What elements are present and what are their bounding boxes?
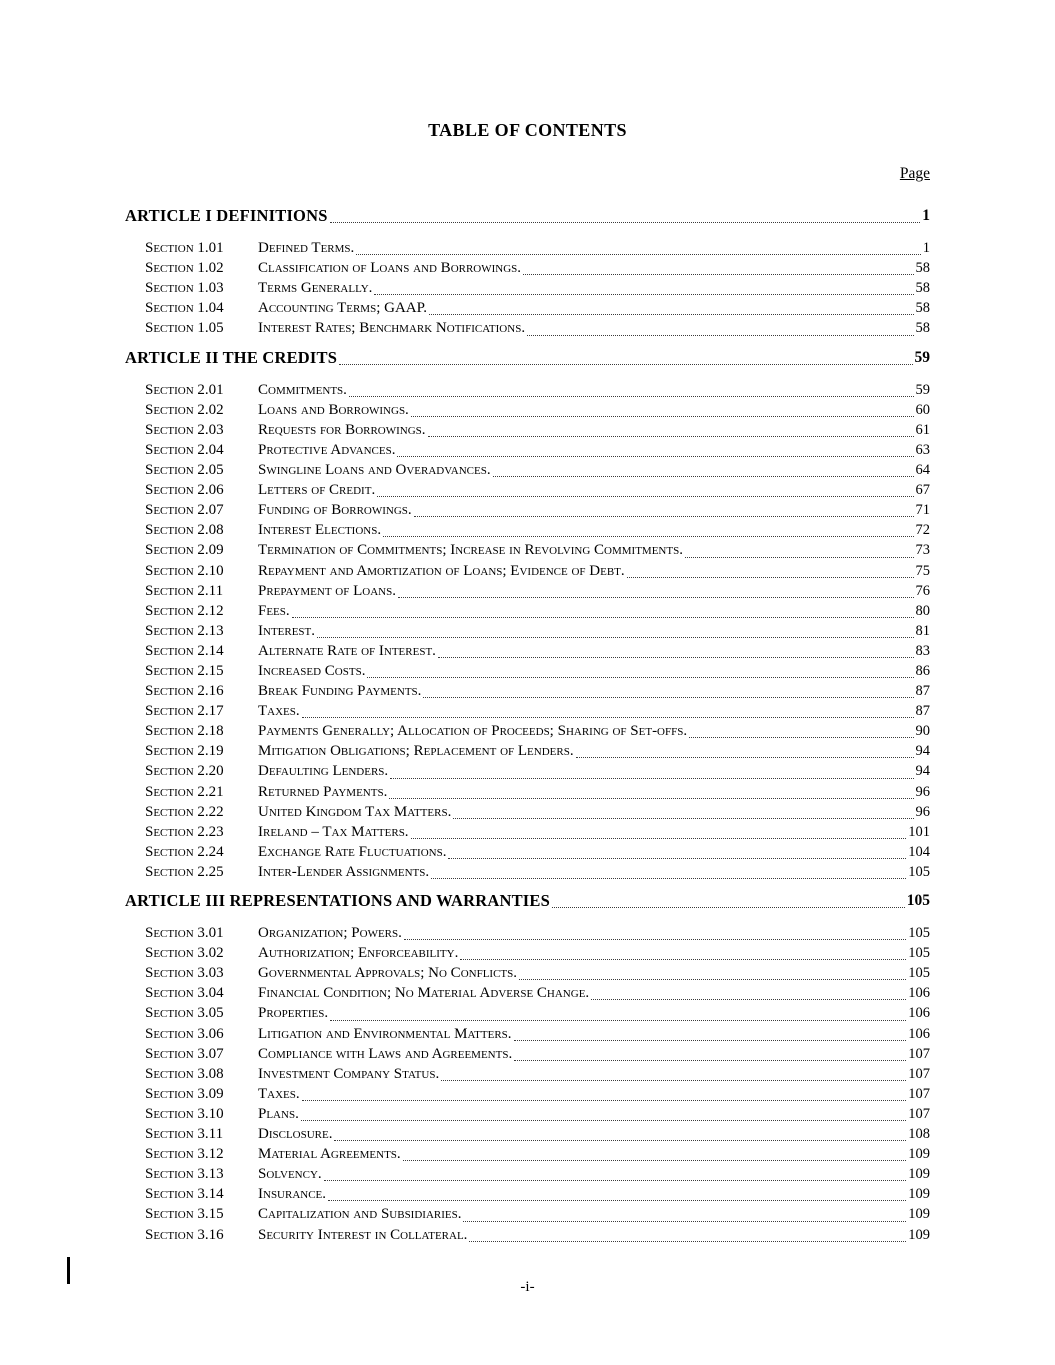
section-page-number: 109 bbox=[908, 1226, 930, 1243]
dot-leader bbox=[328, 1184, 906, 1201]
toc-entry-row bbox=[125, 1225, 930, 1245]
section-page-number: 105 bbox=[908, 965, 930, 982]
dot-leader bbox=[453, 802, 913, 819]
section-number: Section 2.19 bbox=[145, 743, 224, 760]
section-page-number: 87 bbox=[915, 683, 930, 700]
section-title: Material Agreements. bbox=[258, 1146, 401, 1163]
toc-entry-row bbox=[125, 520, 930, 540]
document-title: TABLE OF CONTENTS bbox=[428, 120, 627, 140]
toc-entry-row bbox=[125, 943, 930, 963]
section-number: Section 2.06 bbox=[145, 482, 224, 499]
toc-entry-row bbox=[125, 721, 930, 741]
section-page-number: 104 bbox=[908, 843, 930, 860]
toc-entry-row bbox=[125, 661, 930, 681]
section-title: Disclosure. bbox=[258, 1126, 333, 1143]
toc-entry-row bbox=[125, 842, 930, 862]
section-number: Section 2.17 bbox=[145, 703, 224, 720]
toc-entry-row bbox=[125, 1084, 930, 1104]
dot-leader bbox=[374, 278, 913, 295]
toc-entry-row bbox=[125, 1124, 930, 1144]
toc-entry-row bbox=[125, 681, 930, 701]
dot-leader bbox=[403, 1144, 907, 1161]
section-number: Section 2.24 bbox=[145, 843, 224, 860]
section-page-number: 109 bbox=[908, 1206, 930, 1223]
section-title: Litigation and Environmental Matters. bbox=[258, 1025, 512, 1042]
dot-leader bbox=[324, 1164, 907, 1181]
section-page-number: 63 bbox=[915, 441, 930, 458]
dot-leader bbox=[398, 581, 914, 598]
section-number: Section 3.06 bbox=[145, 1025, 224, 1042]
section-title: Capitalization and Subsidiaries. bbox=[258, 1206, 462, 1223]
article-title: ARTICLE II THE CREDITS bbox=[125, 347, 338, 367]
toc-article-block bbox=[125, 891, 930, 1245]
section-number: Section 2.09 bbox=[145, 542, 224, 559]
dot-leader bbox=[448, 842, 906, 859]
dot-leader bbox=[519, 963, 906, 980]
section-page-number: 87 bbox=[915, 703, 930, 720]
article-page-number: 59 bbox=[914, 348, 930, 366]
dot-leader bbox=[414, 500, 914, 517]
section-page-number: 58 bbox=[915, 280, 930, 297]
section-title: United Kingdom Tax Matters. bbox=[258, 803, 452, 820]
section-page-number: 80 bbox=[915, 602, 930, 619]
footer-page-number: -i- bbox=[520, 1278, 535, 1295]
revision-change-bar bbox=[67, 1257, 70, 1284]
section-page-number: 61 bbox=[915, 421, 930, 438]
section-page-number: 1 bbox=[922, 240, 930, 257]
section-page-number: 105 bbox=[908, 945, 930, 962]
section-title: Requests for Borrowings. bbox=[258, 421, 426, 438]
toc-entry-row bbox=[125, 440, 930, 460]
article-page-number: 105 bbox=[906, 892, 930, 909]
toc-entry-row bbox=[125, 298, 930, 318]
toc-entry-row bbox=[125, 561, 930, 581]
dot-leader bbox=[317, 621, 913, 638]
dot-leader bbox=[523, 258, 913, 275]
section-title: Authorization; Enforceability. bbox=[258, 945, 459, 962]
dot-leader bbox=[527, 318, 913, 335]
toc-entry-row bbox=[125, 1164, 930, 1184]
section-title: Ireland – Tax Matters. bbox=[258, 823, 409, 840]
toc-section-list bbox=[125, 923, 930, 1245]
toc-entry-row bbox=[125, 983, 930, 1003]
section-number: Section 3.12 bbox=[145, 1146, 224, 1163]
section-title: Break Funding Payments. bbox=[258, 683, 422, 700]
dot-leader bbox=[591, 983, 906, 1000]
toc-entry-row bbox=[125, 1204, 930, 1224]
section-title: Interest Elections. bbox=[258, 522, 382, 539]
section-page-number: 105 bbox=[908, 925, 930, 942]
section-title: Terms Generally. bbox=[258, 280, 373, 297]
toc-entry-row bbox=[125, 802, 930, 822]
section-page-number: 58 bbox=[915, 300, 930, 317]
section-page-number: 58 bbox=[915, 320, 930, 337]
dot-leader bbox=[460, 943, 906, 960]
section-number: Section 2.18 bbox=[145, 723, 224, 740]
toc-section-list bbox=[125, 380, 930, 882]
toc-entry-row bbox=[125, 460, 930, 480]
dot-leader bbox=[493, 460, 914, 477]
section-number: Section 3.07 bbox=[145, 1045, 224, 1062]
toc-article-block bbox=[125, 206, 930, 339]
dot-leader bbox=[463, 1204, 906, 1221]
section-title: Returned Payments. bbox=[258, 783, 388, 800]
section-page-number: 109 bbox=[908, 1166, 930, 1183]
section-number: Section 1.04 bbox=[145, 300, 224, 317]
section-number: Section 2.08 bbox=[145, 522, 224, 539]
section-number: Section 3.14 bbox=[145, 1186, 224, 1203]
toc-entry-row bbox=[125, 581, 930, 601]
section-page-number: 94 bbox=[915, 763, 930, 780]
dot-leader bbox=[301, 1104, 906, 1121]
section-title: Defaulting Lenders. bbox=[258, 763, 389, 780]
section-title: Taxes. bbox=[258, 1085, 300, 1102]
toc-entry-row bbox=[125, 500, 930, 520]
article-page-number: 1 bbox=[922, 207, 930, 224]
section-title: Plans. bbox=[258, 1105, 299, 1122]
toc-entry-row bbox=[125, 238, 930, 258]
section-title: Repayment and Amortization of Loans; Evidence of Debt. bbox=[258, 562, 625, 579]
toc-entry-row bbox=[125, 1104, 930, 1124]
toc-entry-row bbox=[125, 862, 930, 882]
section-title: Investment Company Status. bbox=[258, 1065, 440, 1082]
dot-leader bbox=[514, 1044, 906, 1061]
dot-leader bbox=[576, 741, 914, 758]
section-number: Section 2.01 bbox=[145, 381, 224, 398]
section-number: Section 2.07 bbox=[145, 502, 224, 519]
table-of-contents bbox=[125, 206, 930, 1245]
toc-entry-row bbox=[125, 1024, 930, 1044]
section-page-number: 101 bbox=[908, 823, 930, 840]
toc-entry-row bbox=[125, 400, 930, 420]
section-page-number: 81 bbox=[915, 622, 930, 639]
section-number: Section 2.16 bbox=[145, 683, 224, 700]
section-page-number: 96 bbox=[915, 803, 930, 820]
section-page-number: 75 bbox=[915, 562, 930, 579]
section-number: Section 2.10 bbox=[145, 562, 224, 579]
section-page-number: 76 bbox=[915, 582, 930, 599]
section-title: Properties. bbox=[258, 1005, 329, 1022]
section-title: Security Interest in Collateral. bbox=[258, 1226, 468, 1243]
dot-leader bbox=[428, 420, 914, 437]
section-title: Organization; Powers. bbox=[258, 925, 402, 942]
dot-leader bbox=[349, 380, 914, 397]
section-title: Alternate Rate of Interest. bbox=[258, 642, 436, 659]
dot-leader bbox=[429, 298, 913, 315]
section-title: Accounting Terms; GAAP. bbox=[258, 300, 428, 317]
toc-entry-row bbox=[125, 278, 930, 298]
section-page-number: 73 bbox=[915, 542, 930, 559]
dot-leader bbox=[552, 891, 905, 908]
section-page-number: 86 bbox=[915, 662, 930, 679]
section-title: Mitigation Obligations; Replacement of Lenders. bbox=[258, 743, 574, 760]
section-page-number: 106 bbox=[908, 1005, 930, 1022]
article-title: ARTICLE III REPRESENTATIONS AND WARRANTIES bbox=[125, 891, 551, 910]
dot-leader bbox=[377, 480, 913, 497]
section-number: Section 2.15 bbox=[145, 662, 224, 679]
toc-entry-row bbox=[125, 601, 930, 621]
dot-leader bbox=[423, 681, 913, 698]
section-page-number: 96 bbox=[915, 783, 930, 800]
section-title: Payments Generally; Allocation of Proceeds; Sharing of Set-offs. bbox=[258, 723, 688, 740]
section-number: Section 3.04 bbox=[145, 985, 224, 1002]
section-number: Section 3.15 bbox=[145, 1206, 224, 1223]
section-number: Section 2.14 bbox=[145, 642, 224, 659]
dot-leader bbox=[404, 923, 906, 940]
dot-leader bbox=[431, 862, 906, 879]
section-page-number: 71 bbox=[915, 502, 930, 519]
section-number: Section 2.03 bbox=[145, 421, 224, 438]
section-title: Letters of Credit. bbox=[258, 482, 376, 499]
toc-entry-row bbox=[125, 1064, 930, 1084]
section-page-number: 83 bbox=[915, 642, 930, 659]
section-title: Protective Advances. bbox=[258, 441, 396, 458]
page-column-header: Page bbox=[899, 165, 930, 182]
section-number: Section 2.23 bbox=[145, 823, 224, 840]
section-title: Compliance with Laws and Agreements. bbox=[258, 1045, 513, 1062]
toc-entry-row bbox=[125, 1003, 930, 1023]
section-page-number: 94 bbox=[915, 743, 930, 760]
dot-leader bbox=[390, 761, 913, 778]
toc-entry-row bbox=[125, 1144, 930, 1164]
section-number: Section 3.05 bbox=[145, 1005, 224, 1022]
section-number: Section 1.03 bbox=[145, 280, 224, 297]
toc-entry-row bbox=[125, 761, 930, 781]
toc-entry-row bbox=[125, 480, 930, 500]
section-number: Section 1.02 bbox=[145, 260, 224, 277]
section-title: Defined Terms. bbox=[258, 240, 355, 257]
dot-leader bbox=[302, 701, 914, 718]
section-page-number: 107 bbox=[908, 1045, 930, 1062]
section-page-number: 90 bbox=[915, 723, 930, 740]
toc-entry-row bbox=[125, 318, 930, 338]
section-page-number: 64 bbox=[915, 462, 930, 479]
section-number: Section 3.10 bbox=[145, 1105, 224, 1122]
toc-entry-row bbox=[125, 540, 930, 560]
toc-entry-row bbox=[125, 963, 930, 983]
section-title: Commitments. bbox=[258, 381, 347, 398]
toc-article-heading-row bbox=[125, 206, 930, 226]
toc-entry-row bbox=[125, 1044, 930, 1064]
section-number: Section 2.22 bbox=[145, 803, 224, 820]
section-page-number: 107 bbox=[908, 1065, 930, 1082]
dot-leader bbox=[330, 1003, 906, 1020]
section-page-number: 59 bbox=[915, 381, 930, 398]
dot-leader bbox=[292, 601, 914, 618]
dot-leader bbox=[469, 1225, 906, 1242]
section-title: Funding of Borrowings. bbox=[258, 502, 412, 519]
section-number: Section 2.12 bbox=[145, 602, 224, 619]
section-page-number: 67 bbox=[915, 482, 930, 499]
dot-leader bbox=[438, 641, 914, 658]
section-title: Exchange Rate Fluctuations. bbox=[258, 843, 447, 860]
section-title: Interest Rates; Benchmark Notifications. bbox=[258, 320, 526, 337]
section-number: Section 2.13 bbox=[145, 622, 224, 639]
dot-leader bbox=[334, 1124, 906, 1141]
section-page-number: 72 bbox=[915, 522, 930, 539]
section-title: Governmental Approvals; No Conflicts. bbox=[258, 965, 518, 982]
dot-leader bbox=[627, 561, 914, 578]
section-page-number: 107 bbox=[908, 1085, 930, 1102]
dot-leader bbox=[689, 721, 913, 738]
section-page-number: 106 bbox=[908, 985, 930, 1002]
section-title: Taxes. bbox=[258, 703, 300, 720]
dot-leader bbox=[411, 822, 907, 839]
section-page-number: 106 bbox=[908, 1025, 930, 1042]
section-number: Section 2.02 bbox=[145, 401, 224, 418]
section-number: Section 3.11 bbox=[145, 1126, 224, 1143]
dot-leader bbox=[411, 400, 914, 417]
section-number: Section 3.08 bbox=[145, 1065, 224, 1082]
section-number: Section 2.05 bbox=[145, 462, 224, 479]
section-number: Section 3.09 bbox=[145, 1085, 224, 1102]
toc-entry-row bbox=[125, 923, 930, 943]
section-number: Section 3.01 bbox=[145, 925, 224, 942]
section-page-number: 58 bbox=[915, 260, 930, 277]
section-page-number: 109 bbox=[908, 1186, 930, 1203]
section-page-number: 105 bbox=[908, 863, 930, 880]
toc-section-list bbox=[125, 238, 930, 338]
toc-article-block bbox=[125, 348, 930, 882]
section-number: Section 3.16 bbox=[145, 1226, 224, 1243]
toc-entry-row bbox=[125, 380, 930, 400]
dot-leader bbox=[367, 661, 913, 678]
dot-leader bbox=[356, 238, 920, 255]
article-title: ARTICLE I DEFINITIONS bbox=[125, 206, 328, 225]
dot-leader bbox=[397, 440, 913, 457]
toc-entry-row bbox=[125, 822, 930, 842]
toc-entry-row bbox=[125, 420, 930, 440]
section-number: Section 3.13 bbox=[145, 1166, 224, 1183]
dot-leader bbox=[389, 782, 913, 799]
section-number: Section 2.25 bbox=[145, 863, 224, 880]
section-number: Section 2.21 bbox=[145, 783, 224, 800]
section-title: Loans and Borrowings. bbox=[258, 401, 409, 418]
dot-leader bbox=[339, 348, 912, 365]
section-title: Prepayment of Loans. bbox=[258, 582, 396, 599]
toc-article-heading-row bbox=[125, 891, 930, 911]
page-column-header-row bbox=[125, 164, 930, 184]
section-title: Classification of Loans and Borrowings. bbox=[258, 260, 522, 277]
dot-leader bbox=[302, 1084, 907, 1101]
dot-leader bbox=[441, 1064, 906, 1081]
section-number: Section 2.04 bbox=[145, 441, 224, 458]
section-title: Termination of Commitments; Increase in Revolving Commitments. bbox=[258, 542, 683, 559]
section-title: Solvency. bbox=[258, 1166, 322, 1183]
toc-entry-row bbox=[125, 641, 930, 661]
section-number: Section 2.11 bbox=[145, 582, 224, 599]
dot-leader bbox=[685, 540, 914, 557]
section-title: Inter-Lender Assignments. bbox=[258, 863, 430, 880]
section-number: Section 2.20 bbox=[145, 763, 224, 780]
section-number: Section 3.03 bbox=[145, 965, 224, 982]
section-title: Increased Costs. bbox=[258, 662, 366, 679]
section-page-number: 60 bbox=[915, 401, 930, 418]
toc-entry-row bbox=[125, 782, 930, 802]
dot-leader bbox=[330, 206, 921, 223]
toc-entry-row bbox=[125, 741, 930, 761]
section-number: Section 1.05 bbox=[145, 320, 224, 337]
section-title: Financial Condition; No Material Adverse Change. bbox=[258, 985, 590, 1002]
section-page-number: 107 bbox=[908, 1105, 930, 1122]
section-title: Insurance. bbox=[258, 1186, 327, 1203]
section-title: Interest. bbox=[258, 622, 316, 639]
section-number: Section 3.02 bbox=[145, 945, 224, 962]
section-page-number: 109 bbox=[908, 1146, 930, 1163]
section-page-number: 108 bbox=[908, 1126, 930, 1143]
toc-entry-row bbox=[125, 621, 930, 641]
toc-entry-row bbox=[125, 258, 930, 278]
section-title: Fees. bbox=[258, 602, 290, 619]
dot-leader bbox=[383, 520, 913, 537]
section-number: Section 1.01 bbox=[145, 240, 224, 257]
toc-entry-row bbox=[125, 701, 930, 721]
dot-leader bbox=[514, 1024, 907, 1041]
section-title: Swingline Loans and Overadvances. bbox=[258, 462, 491, 479]
toc-article-heading-row bbox=[125, 348, 930, 368]
toc-entry-row bbox=[125, 1184, 930, 1204]
